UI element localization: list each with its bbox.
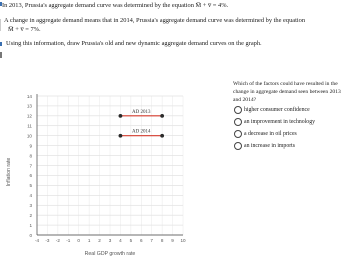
- option-label: an improvement in technology: [244, 119, 315, 125]
- radio-button[interactable]: [234, 118, 242, 126]
- y-tick-label: 9: [29, 143, 32, 149]
- x-axis-label: Real GDP growth rate: [84, 251, 136, 257]
- y-tick-label: 7: [29, 163, 32, 169]
- ad-curve-label: AD 2014: [132, 129, 151, 135]
- x-tick-label: 3: [108, 238, 112, 243]
- y-tick-label: 10: [26, 133, 32, 139]
- y-tick-label: 2: [29, 212, 32, 218]
- y-tick-label: 3: [29, 203, 32, 209]
- y-tick-label: 8: [29, 153, 32, 159]
- y-tick-label: 1: [29, 222, 32, 228]
- radio-button[interactable]: [234, 142, 242, 150]
- ad-curve-point[interactable]: [160, 134, 164, 138]
- x-tick-label: 7: [150, 238, 153, 243]
- x-tick-label: 4: [119, 238, 122, 243]
- question-line-4: Using this information, draw Prussia's old and new dynamic aggregate demand curves on the graph.: [6, 40, 262, 47]
- y-tick-label: 12: [26, 113, 32, 119]
- question-line-2: A change in aggregate demand means that in 2014, Prussia's aggregate demand curve was determined by the equation: [4, 17, 306, 24]
- y-tick-label: 4: [29, 193, 32, 199]
- x-tick-label: 10: [180, 238, 186, 243]
- y-tick-label: 6: [29, 173, 32, 179]
- ad-curve-point[interactable]: [160, 114, 164, 118]
- ad-curve-label: AD 2013: [132, 109, 151, 115]
- ad-curve-point[interactable]: [119, 134, 123, 138]
- option-label: an increase in imports: [244, 143, 296, 149]
- x-tick-label: -3: [45, 238, 50, 243]
- x-tick-label: 1: [87, 238, 91, 243]
- x-tick-label: 8: [160, 238, 164, 243]
- option-higher-consumer-confidence[interactable]: [233, 104, 350, 116]
- x-tick-label: 6: [140, 238, 143, 243]
- radio-button[interactable]: [234, 106, 242, 114]
- y-tick-label: 14: [26, 93, 32, 99]
- question-marker: [0, 19, 1, 31]
- x-tick-label: 5: [129, 238, 133, 243]
- y-tick-label: 0: [29, 232, 32, 238]
- question-line-3: M̅ + v̅ = 7%.: [8, 26, 41, 33]
- option-label: a decrease in oil prices: [244, 131, 297, 137]
- question-marker: [0, 52, 2, 58]
- x-tick-label: 2: [98, 238, 101, 243]
- y-tick-label: 5: [29, 183, 32, 189]
- y-tick-label: 11: [27, 123, 32, 129]
- option-increase-in-imports[interactable]: [233, 140, 350, 152]
- question-marker: [0, 42, 2, 46]
- option-decrease-in-oil-prices[interactable]: [233, 128, 350, 140]
- ad-curve-point[interactable]: [119, 114, 123, 118]
- x-tick-label: -2: [55, 238, 60, 243]
- side-prompt: Which of the factors could have resulted in the change in aggregate demand seen between 2013 and 2014?: [233, 81, 341, 103]
- question-panel: [233, 80, 350, 152]
- x-tick-label: -1: [66, 238, 71, 243]
- y-tick-label: 13: [26, 103, 32, 109]
- question-line-1: In 2013, Prussia's aggregate demand curve was determined by the equation M̅ + v̅ = 4%.: [2, 2, 229, 9]
- y-axis-label: Inflation rate: [6, 157, 12, 187]
- option-improvement-in-technology[interactable]: [233, 116, 350, 128]
- option-label: higher consumer confidence: [244, 107, 310, 113]
- x-tick-label: 9: [171, 238, 174, 243]
- x-tick-label: 0: [77, 238, 80, 243]
- radio-button[interactable]: [234, 130, 242, 138]
- x-tick-label: -4: [34, 238, 40, 243]
- ad-graph[interactable]: [0, 86, 232, 257]
